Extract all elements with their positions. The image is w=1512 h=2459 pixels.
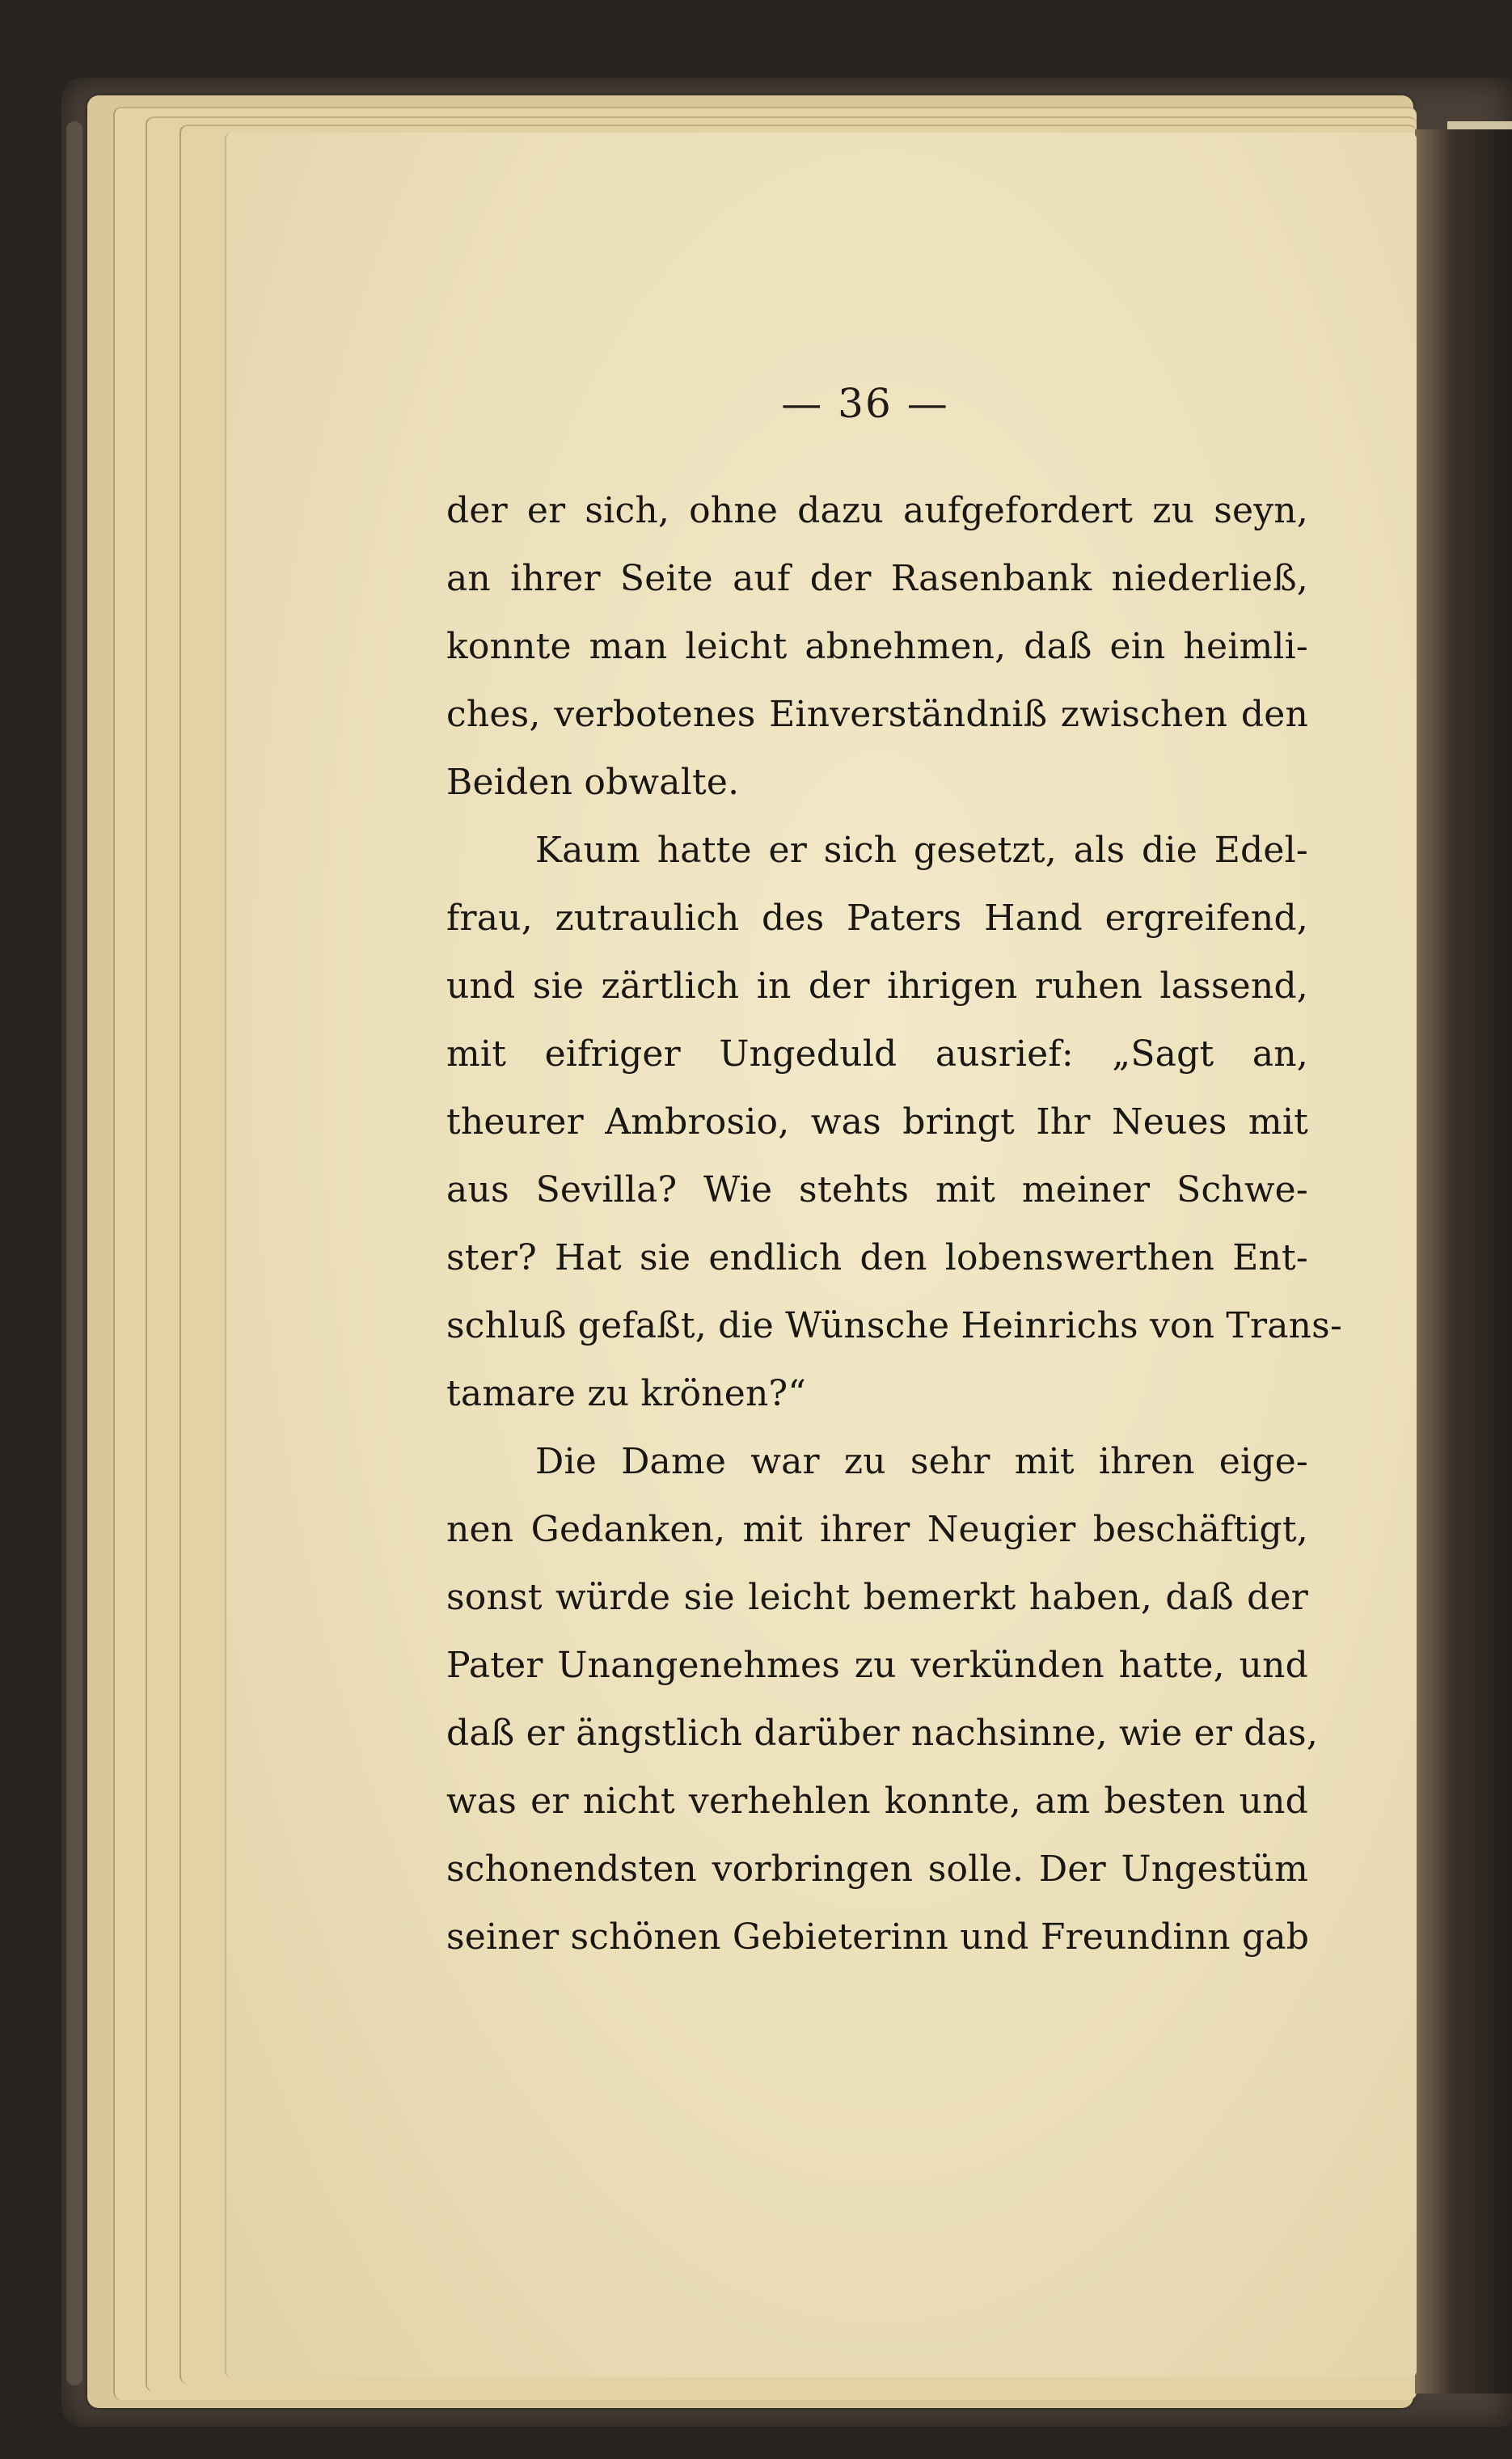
text-line: konnte man leicht abnehmen, daß ein heimli- [446,626,1308,667]
text-line: Die Dame war zu sehr mit ihren eige- [535,1441,1308,1482]
page-text [446,477,1343,1971]
text-line: was er nicht verhehlen konnte, am besten und [446,1781,1308,1822]
text-line: schonendsten vorbringen solle. Der Ungestüm [446,1848,1308,1890]
text-line: nen Gedanken, mit ihrer Neugier beschäftigt, [446,1509,1308,1550]
text-line: schluß gefaßt, die Wünsche Heinrichs von Trans- [446,1305,1343,1346]
text-line: aus Sevilla? Wie stehts mit meiner Schwe- [446,1169,1308,1210]
page-number: — 36 — [781,380,949,427]
cover-spine-wear [66,121,82,2385]
text-line: theurer Ambrosio, was bringt Ihr Neues mit [446,1101,1308,1143]
text-line: ches, verbotenes Einverständniß zwischen den [446,694,1308,735]
text-line: sonst würde sie leicht bemerkt haben, daß der [446,1577,1308,1618]
text-line: mit eifriger Ungeduld ausrief: „Sagt an, [446,1033,1308,1075]
text-line: tamare zu krönen?“ [446,1373,807,1414]
text-line: Beiden obwalte. [446,762,740,803]
text-line: Kaum hatte er sich gesetzt, als die Edel- [535,830,1308,871]
text-line: der er sich, ohne dazu aufgefordert zu seyn, [446,490,1308,531]
book-gutter [1415,129,1512,2394]
text-line: Pater Unangenehmes zu verkünden hatte, und [446,1645,1308,1686]
text-line: und sie zärtlich in der ihrigen ruhen lassend, [446,965,1308,1007]
text-line: frau, zutraulich des Paters Hand ergreifend, [446,898,1308,939]
text-line: seiner schönen Gebieterinn und Freundinn gab [446,1916,1310,1958]
text-line: ster? Hat sie endlich den lobenswerthen Ent- [446,1237,1308,1278]
text-line: an ihrer Seite auf der Rasenbank niederließ, [446,558,1308,599]
text-line: daß er ängstlich darüber nachsinne, wie er das, [446,1713,1319,1754]
